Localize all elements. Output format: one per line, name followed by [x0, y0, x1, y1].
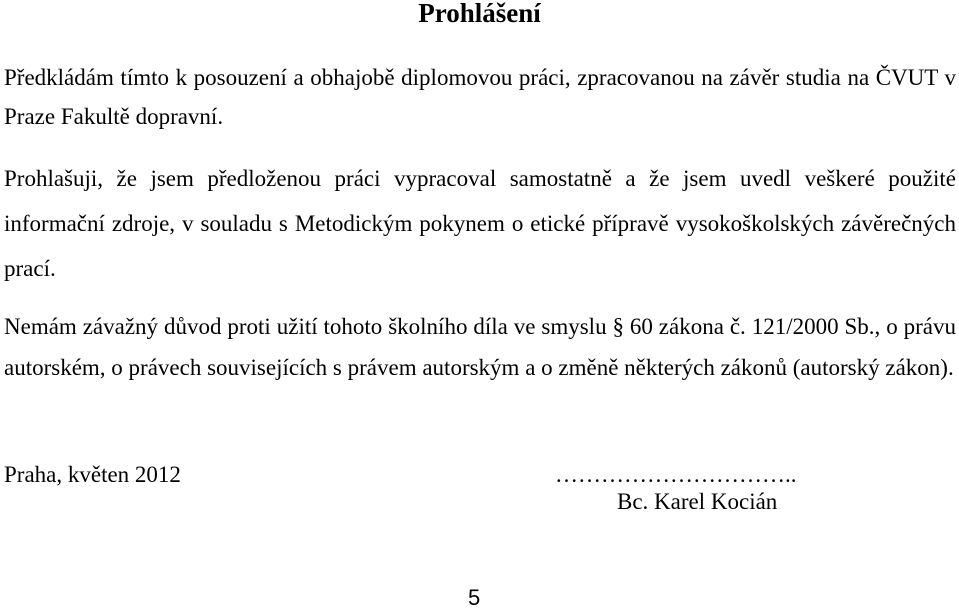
paragraph-copyright: Nemám závažný důvod proti užití tohoto školního díla ve smyslu § 60 zákona č. 121/2000 Sb., o právu autorském, o právech souvisejících s právem autorským a o změně některých zákonů (autorský zákon).	[4, 314, 956, 380]
signature-line: …………………………..	[555, 462, 797, 487]
page-number: 5	[468, 585, 481, 610]
author-name: Bc. Karel Kocián	[617, 489, 778, 514]
place-date: Praha, květen 2012	[4, 462, 181, 487]
paragraph-submission: Předkládám tímto k posouzení a obhajobě diplomovou práci, zpracovanou na závěr studia na ČVUT v Praze Fakultě dopravní.	[4, 65, 956, 129]
page-title: Prohlášení	[418, 0, 541, 28]
paragraph-declaration: Prohlašuji, že jsem předloženou práci vypracoval samostatně a že jsem uvedl veškeré použité informační zdroje, v souladu s Metodickým pokynem o etické přípravě vysokoškolských závěrečných prací.	[4, 166, 956, 281]
